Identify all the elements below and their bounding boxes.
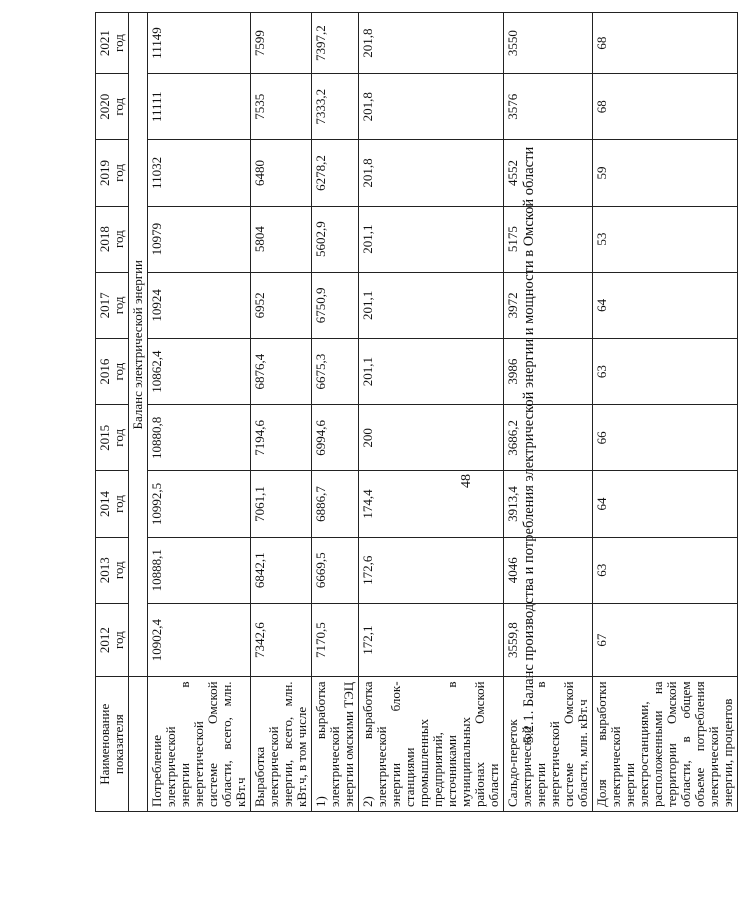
cell-value: 6876,4 [251,338,312,404]
cell-value: 10862,4 [148,338,251,404]
cell-value: 200 [359,405,504,471]
row-name: Сальдо-переток электрической энергии в энергетической системе Омской области, млн. кВт.ч [504,677,593,812]
cell-value: 10979 [148,206,251,272]
year-header: 2017 год [96,272,129,338]
year-header: 2013 год [96,537,129,603]
section-row [129,13,148,812]
cell-value: 59 [593,140,738,206]
cell-value: 5804 [251,206,312,272]
cell-value: 6480 [251,140,312,206]
cell-value: 201,8 [359,13,504,74]
cell-value: 10880,8 [148,405,251,471]
header-row [96,13,129,812]
cell-value: 6750,9 [312,272,359,338]
cell-value: 4552 [504,140,593,206]
year-header: 2012 год [96,603,129,677]
cell-value: 3972 [504,272,593,338]
cell-value: 67 [593,603,738,677]
cell-value: 3550 [504,13,593,74]
table-row [593,13,738,812]
cell-value: 4046 [504,537,593,603]
cell-value: 10924 [148,272,251,338]
year-header: 2015 год [96,405,129,471]
cell-value: 6278,2 [312,140,359,206]
year-header: 2021 год [96,13,129,74]
cell-value: 5602,9 [312,206,359,272]
cell-value: 6886,7 [312,471,359,537]
table-row [312,13,359,812]
row-name: Выработка электрической энергии, всего, млн. кВт.ч, в том числе [251,677,312,812]
cell-value: 7333,2 [312,74,359,140]
cell-value: 7342,6 [251,603,312,677]
cell-value: 201,1 [359,338,504,404]
cell-value: 7194,6 [251,405,312,471]
cell-value: 7397,2 [312,13,359,74]
cell-value: 11032 [148,140,251,206]
cell-value: 68 [593,13,738,74]
cell-value: 64 [593,471,738,537]
row-name: Потребление электрической энергии в энергетической системе Омской области, всего, млн. кВт.ч [148,677,251,812]
cell-value: 10902,4 [148,603,251,677]
cell-value: 6842,1 [251,537,312,603]
table-row [251,13,312,812]
cell-value: 7170,5 [312,603,359,677]
year-header: 2018 год [96,206,129,272]
cell-value: 3686,2 [504,405,593,471]
cell-value: 172,6 [359,537,504,603]
cell-value: 6675,3 [312,338,359,404]
section-empty-cell [129,677,148,812]
cell-value: 201,1 [359,272,504,338]
cell-value: 6994,6 [312,405,359,471]
cell-value: 172,1 [359,603,504,677]
cell-value: 201,8 [359,74,504,140]
table-row [148,13,251,812]
name-column-header: Наименование показателя [96,677,129,812]
cell-value: 7061,1 [251,471,312,537]
cell-value: 68 [593,74,738,140]
cell-value: 5175 [504,206,593,272]
cell-value: 11149 [148,13,251,74]
cell-value: 3559,8 [504,603,593,677]
cell-value: 63 [593,338,738,404]
row-name: 2) выработка электрической энергии блок-станциями промышленных предприятий, источниками в муниципальных районах Омской области [359,677,504,812]
cell-value: 10992,5 [148,471,251,537]
balance-table [95,12,738,812]
cell-value: 3986 [504,338,593,404]
year-header: 2020 год [96,74,129,140]
cell-value: 3576 [504,74,593,140]
year-header: 2016 год [96,338,129,404]
cell-value: 7599 [251,13,312,74]
year-header: 2014 год [96,471,129,537]
cell-value: 201,8 [359,140,504,206]
section-title: 5.2.1. Баланс производства и потребления электрической энергии и мощности в Омской области [521,146,537,744]
cell-value: 6952 [251,272,312,338]
cell-value: 66 [593,405,738,471]
cell-value: 6669,5 [312,537,359,603]
cell-value: 3913,4 [504,471,593,537]
cell-value: 201,1 [359,206,504,272]
section-heading: Баланс электрической энергии [129,13,148,677]
cell-value: 10888,1 [148,537,251,603]
table-row [504,13,593,812]
row-name: Доля выработки электрической энергии электростанциями, расположенными на территории Омской области, в общем объеме потребления электрической энергии, процентов [593,677,738,812]
page-number: 48 [459,474,474,488]
cell-value: 63 [593,537,738,603]
cell-value: 11111 [148,74,251,140]
table-row [359,13,504,812]
row-name: 1) выработка электрической энергии омскими ТЭЦ [312,677,359,812]
cell-value: 64 [593,272,738,338]
cell-value: 7535 [251,74,312,140]
cell-value: 53 [593,206,738,272]
year-header: 2019 год [96,140,129,206]
cell-value: 174,4 [359,471,504,537]
